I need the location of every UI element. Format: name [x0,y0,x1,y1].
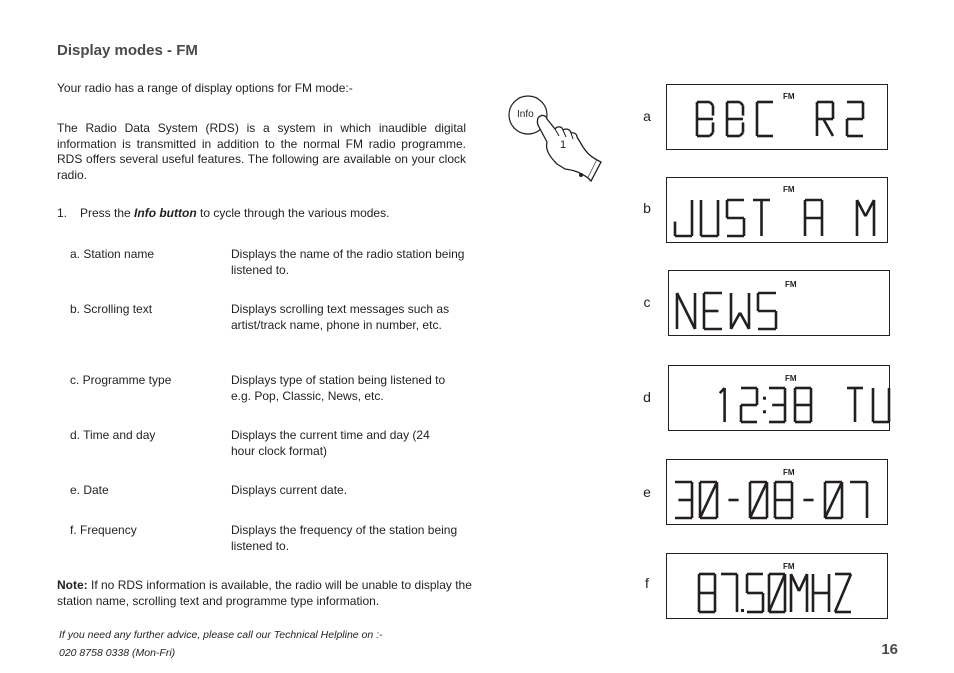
mode-label: b. Scrolling text [70,302,153,316]
intro-text: Your radio has a range of display options for FM mode:- [57,81,353,95]
lcd-display-scrolling-text [666,177,888,243]
lcd-glyph [727,200,744,236]
lcd-glyph [813,574,829,612]
lcd-display-station-name [666,84,888,150]
step-text-before: Press the [80,206,135,220]
lcd-glyph [700,482,717,518]
lcd-glyph [873,388,889,422]
display-letter-c: c [643,294,651,310]
mode-label: d. Time and day [70,428,156,442]
info-button-label: Info [517,109,534,120]
lcd-glyph [835,574,851,612]
page-title: Display modes - FM [57,42,198,59]
lcd-glyph [791,574,807,612]
lcd-glyph [758,293,776,329]
mode-description: Displays the frequency of the station being listened to. [231,523,458,553]
lcd-segment-text [667,85,889,151]
lcd-glyph [675,482,692,518]
lcd-glyph [727,102,743,136]
display-letter-d: d [643,389,651,405]
mode-description: Displays current date. [231,483,348,497]
lcd-colon-dot [763,410,766,413]
mode-description: Displays type of station being listened to e.g. Pop, Classic, News, etc. [231,373,446,403]
lcd-glyph [741,388,757,422]
display-letter-b: b [643,200,651,216]
step-1 [57,206,389,220]
lcd-glyph [747,574,763,612]
lcd-display-time-and-day [668,365,890,431]
display-letter-a: a [643,108,651,124]
lcd-segment-text [667,178,889,244]
info-button-illustration [505,90,615,190]
fm-indicator: FM [785,374,797,383]
lcd-glyph [805,200,822,236]
note-text: If no RDS information is available, the radio will be unable to display the station name, scrolling text and programme type information. [57,578,472,608]
lcd-display-programme-type [668,270,890,336]
lcd-colon-dot [763,397,766,400]
fm-indicator: FM [783,92,795,101]
mode-label: e. Date [70,483,109,497]
lcd-glyph [847,102,863,136]
lcd-glyph [817,102,833,136]
lcd-glyph [720,388,725,422]
lcd-glyph [731,293,749,329]
lcd-glyph [675,200,692,236]
helpline-number: 020 8758 0338 (Mon-Fri) [59,647,176,659]
lcd-display-date [666,459,888,525]
lcd-glyph [750,482,767,518]
lcd-display-frequency [666,553,888,619]
lcd-glyph [753,200,770,236]
lcd-glyph [825,482,842,518]
lcd-glyph [721,574,737,612]
mode-label: a. Station name [70,247,155,261]
mode-description: Displays scrolling text messages such as artist/track name, phone in number, etc. [231,302,450,332]
hand-pointer-icon [505,90,615,190]
lcd-glyph [704,293,722,329]
lcd-glyph [850,482,867,518]
step-number: 1. [57,206,68,220]
lcd-glyph [677,293,695,329]
lcd-glyph [847,388,863,422]
helpline-text: If you need any further advice, please call our Technical Helpline on :- [59,629,383,641]
fm-indicator: FM [785,280,797,289]
step-number-callout: 1 [560,139,567,151]
fm-indicator: FM [783,185,795,194]
lcd-segment-text [669,366,891,432]
lcd-glyph [701,200,718,236]
lcd-segment-text [667,460,889,526]
lcd-glyph [769,388,785,422]
display-letter-e: e [643,484,651,500]
note-paragraph [57,578,477,609]
lcd-glyph [757,102,773,136]
note-label: Note: [57,578,88,592]
rds-paragraph: The Radio Data System (RDS) is a system in which inaudible digital information is transmitted in addition to the normal FM radio programme. RDS offers several useful features. The following are available on your clock radio. [57,121,466,182]
page-number: 16 [881,641,898,658]
fm-indicator: FM [783,468,795,477]
lcd-glyph [697,102,713,136]
mode-label: f. Frequency [70,523,137,537]
lcd-decimal-point [741,609,744,612]
fm-indicator: FM [783,562,795,571]
mode-description: Displays the name of the radio station being listened to. [231,247,465,277]
lcd-glyph [857,200,874,236]
lcd-glyph [699,574,715,612]
lcd-glyph [775,482,792,518]
mode-label: c. Programme type [70,373,172,387]
info-button-reference: Info button [134,206,197,220]
lcd-segment-text [669,271,891,337]
lcd-glyph [795,388,811,422]
mode-description: Displays the current time and day (24 hour clock format) [231,428,430,458]
lcd-glyph [769,574,785,612]
display-letter-f: f [645,575,649,591]
lcd-segment-text [667,554,889,620]
step-text-after: to cycle through the various modes. [196,206,390,220]
